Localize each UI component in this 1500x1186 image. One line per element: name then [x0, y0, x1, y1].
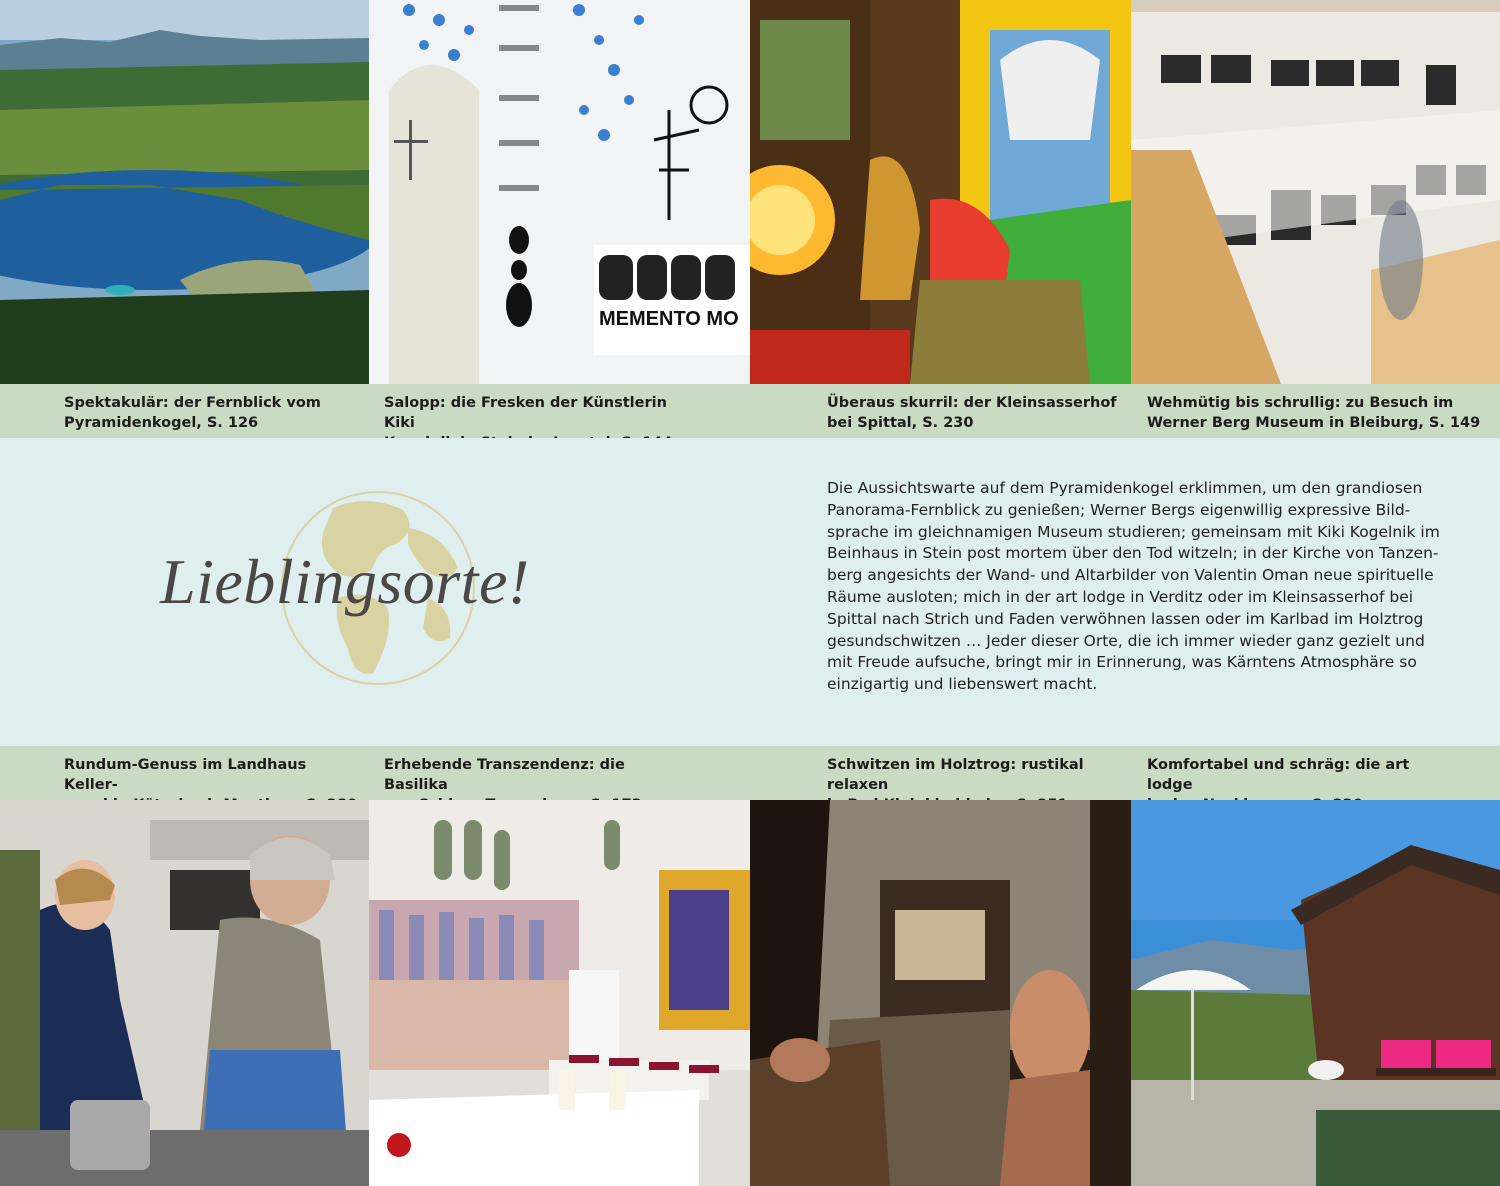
caption-line: Werner Berg Museum in Bleiburg, S. 149 [1147, 415, 1481, 431]
intro-line: Räume ausloten; mich in der art lodge in Verditz oder im Kleinsasserhof bei [827, 587, 1414, 606]
intro-text [827, 478, 1440, 696]
caption-werner-berg [1147, 393, 1487, 433]
caption-line: Rundum-Genuss im Landhaus Keller- [64, 757, 307, 793]
photo-landhaus-kitchen [0, 800, 369, 1186]
caption-line: Erhebende Transzendenz: die Basilika [384, 757, 625, 793]
caption-line: Schwitzen im Holztrog: rustikal relaxen [827, 757, 1084, 793]
intro-line: Spittal nach Strich und Faden verwöhnen lassen oder im Karlbad im Holztrog [827, 609, 1424, 628]
photo-holztrog [750, 800, 1131, 1186]
intro-line: Beinhaus in Stein post mortem über den Tod witzeln; in der Kirche von Tanzen- [827, 544, 1439, 563]
caption-pyramidenkogel [64, 393, 364, 433]
photo-pyramidenkogel [0, 0, 369, 384]
caption-line: Komfortabel und schräg: die art lodge [1147, 757, 1410, 793]
caption-line: Salopp: die Fresken der Künstlerin Kiki [384, 395, 667, 431]
caption-line: Spektakulär: der Fernblick vom [64, 395, 321, 411]
intro-line: einzigartig und liebenswert macht. [827, 675, 1098, 694]
caption-kleinsasserhof [827, 393, 1127, 433]
photo-art-lodge [1131, 800, 1500, 1186]
page-title: Lieblingsorte! [160, 546, 530, 617]
intro-line: mit Freude aufsuche, bringt mir in Erinnerung, was Kärntens Atmosphäre so [827, 653, 1417, 672]
caption-line: bei Spittal, S. 230 [827, 415, 974, 431]
photo-werner-berg-museum [1131, 0, 1500, 384]
intro-line: sprache im gleichnamigen Museum studieren; gemeinsam mit Kiki Kogelnik im [827, 522, 1440, 541]
intro-line: Die Aussichtswarte auf dem Pyramidenkogel erklimmen, um den grandiosen [827, 479, 1423, 497]
photo-kleinsasserhof [750, 0, 1131, 384]
caption-line: Überaus skurril: der Kleinsasserhof [827, 395, 1117, 411]
caption-line: Wehmütig bis schrullig: zu Besuch im [1147, 395, 1454, 411]
intro-line: gesundschwitzen … Jeder dieser Orte, die ich immer wieder ganz gezielt und [827, 631, 1425, 650]
caption-line: Pyramidenkogel, S. 126 [64, 415, 259, 431]
memento-mori-text: MEMENTO MO [599, 308, 739, 330]
intro-line: berg angesichts der Wand- und Altarbilder von Valentin Oman neue spirituelle [827, 566, 1434, 585]
photo-basilika-tanzenberg [369, 800, 750, 1186]
photo-kogelnik-frescoes [369, 0, 750, 384]
intro-line: Panorama-Fernblick zu genießen; Werner Bergs eigenwillig expressive Bild- [827, 500, 1411, 519]
